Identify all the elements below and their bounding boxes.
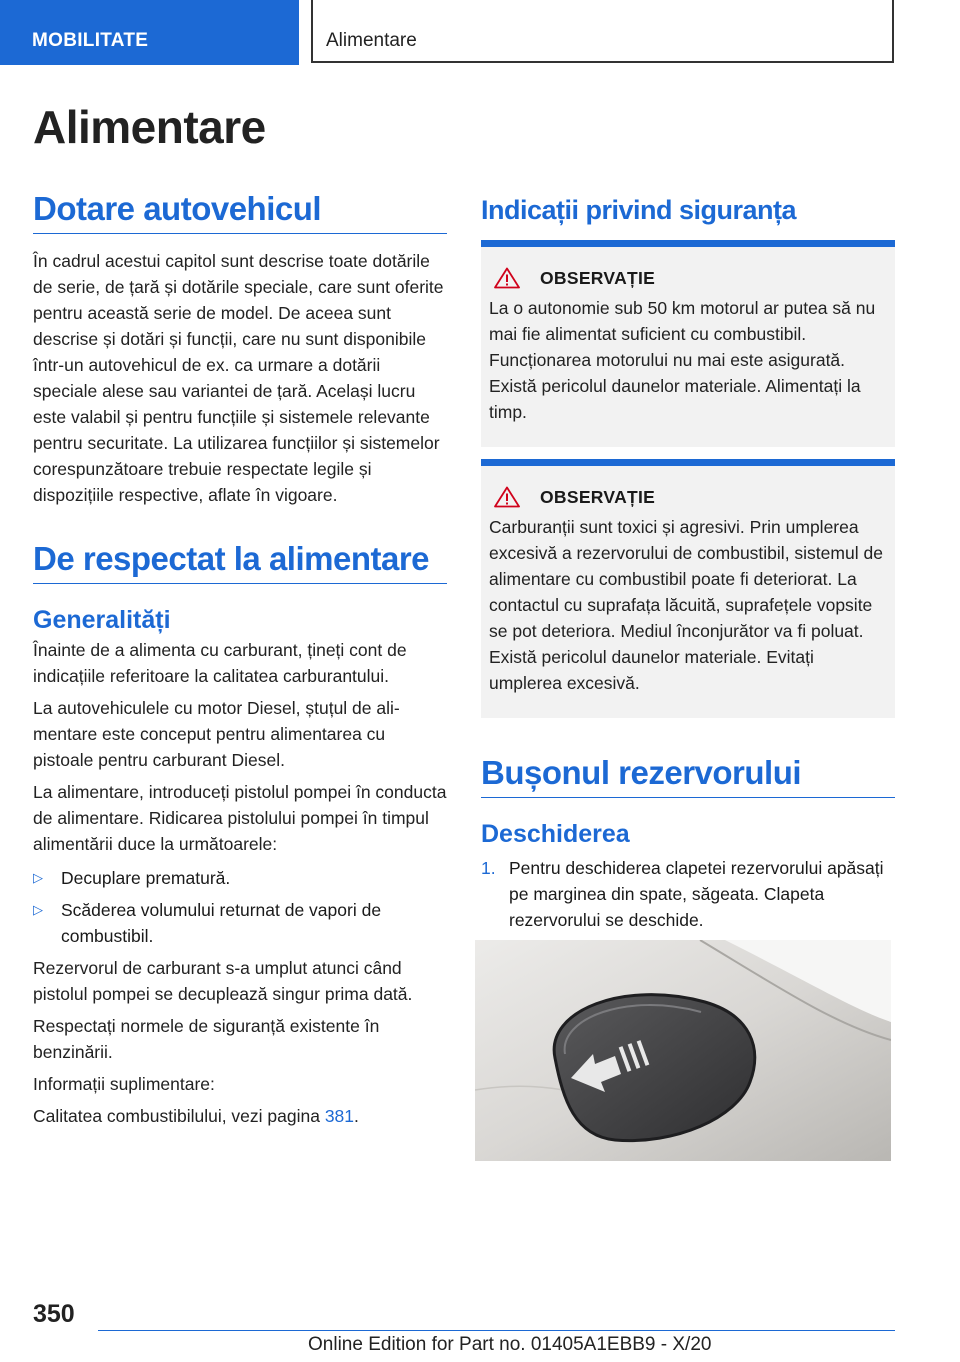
header-chapter-label: Alimentare <box>326 30 417 51</box>
triangle-right-icon: ▷ <box>33 902 43 917</box>
heading-dotare: Dotare autovehicul <box>33 190 447 234</box>
paragraph-6: Informații suplimentare: <box>33 1074 215 1094</box>
left-column <box>33 190 447 1129</box>
paragraph-dotare: În cadrul acestui capitol sunt descrise toate dotările de serie, de țară și dotările speciale, care sunt oferite pentru această serie de model. De aceea sunt descrise și dotări și funcții, care nu sunt disponibile într-un autovehicul de ex. ca urmare a dotării speciale alese sau variantei de țară. Același lucru este valabil și pentru funcțiile și sistemele relevante pentru securitate. La utilizarea funcțiilor și sistemelor corespunzătoare trebuie respectate legile și dispozițiile respective, aflate în vigoare. <box>33 251 444 505</box>
heading-deschiderea: Deschiderea <box>481 820 630 848</box>
page-link[interactable]: 381 <box>324 1106 355 1126</box>
heading-generalitati: Generalități <box>33 606 171 634</box>
paragraph-7-end: . <box>354 1106 359 1126</box>
paragraph-3: La alimentare, introduceți pistolul pompei în conducta de alimentare. Ridicarea pistolului pompei în timpul alimentării duce la următoarele: <box>33 782 447 854</box>
fuel-flap-illustration <box>475 940 891 1161</box>
paragraph-1: Înainte de a alimenta cu carburant, țineți cont de indicațiile referitoare la calitatea carburantului. <box>33 640 407 686</box>
paragraph-2: La autovehiculele cu motor Diesel, ștuțul de alimentare este conceput pentru alimentarea cu pistoale pentru carburant Diesel. <box>33 698 400 770</box>
list-item <box>33 897 447 949</box>
heading-respectat: De respectat la alimentare <box>33 540 447 584</box>
warning-label: OBSERVAȚIE <box>540 267 656 288</box>
warning-text: La o autonomie sub 50 km motorul ar putea să nu mai fie alimentat suficient cu combustibil. Funcționarea motorului nu mai este asigurată. Există pericolul daunelor materiale. Alimentați la timp. <box>489 298 876 422</box>
warning-header <box>489 486 887 508</box>
page-title: Alimentare <box>33 101 266 153</box>
warning-text: Carburanții sunt toxici și agresivi. Prin umplerea excesivă a rezervorului de combustibil, sistemul de alimentare cu combustibil poate fi deteriorat. La contactul cu suprafața lăcuită, suprafețele vopsite se pot deteriora. Mediul înconjurător va fi poluat. Există pericolul daunelor materiale. Evitați umplerea excesivă. <box>489 517 883 693</box>
header-section-tab <box>0 0 299 65</box>
list-item <box>33 865 447 891</box>
warning-label: OBSERVAȚIE <box>540 486 656 507</box>
paragraph-5: Respectați normele de siguranță existente în benzinării. <box>33 1016 380 1062</box>
warning-triangle-icon <box>494 486 520 508</box>
warning-header <box>489 267 887 289</box>
step-text: Pentru deschiderea clapetei rezervorului apăsați pe marginea din spate, săgeata. Clapeta rezervorului se deschide. <box>509 858 884 930</box>
fuel-flap-image <box>475 940 891 1161</box>
footer-edition: Online Edition for Part no. 01405A1EBB9 - X/20 <box>308 1334 712 1355</box>
paragraph-4: Rezervorul de carburant s-a umplut atunci când pistolul pompei se decuplează singur prima dată. <box>33 958 413 1004</box>
list-item-text: Decuplare prematură. <box>61 868 231 888</box>
heading-buson: Bușonul rezervorului <box>481 754 895 798</box>
list-item-text: Scăderea volumului returnat de vapori de combustibil. <box>61 900 382 946</box>
paragraph-7 <box>33 1103 447 1129</box>
footer-divider <box>98 1330 895 1331</box>
triangle-right-icon: ▷ <box>33 870 43 885</box>
paragraph-7-text: Calitatea combustibilului, vezi pagina <box>33 1106 325 1126</box>
heading-indicatii: Indicații privind siguranța <box>481 195 797 225</box>
step-list <box>481 855 895 933</box>
warning-box-2 <box>481 459 895 718</box>
warning-box-1 <box>481 240 895 447</box>
step-number: 1. <box>481 858 496 878</box>
page-number: 350 <box>33 1300 75 1328</box>
right-column <box>481 190 895 933</box>
bullet-list <box>33 865 447 949</box>
header-section-label: MOBILITATE <box>32 30 149 51</box>
warning-triangle-icon <box>494 267 520 289</box>
header-chapter-tab <box>311 0 894 63</box>
list-item <box>481 855 895 933</box>
